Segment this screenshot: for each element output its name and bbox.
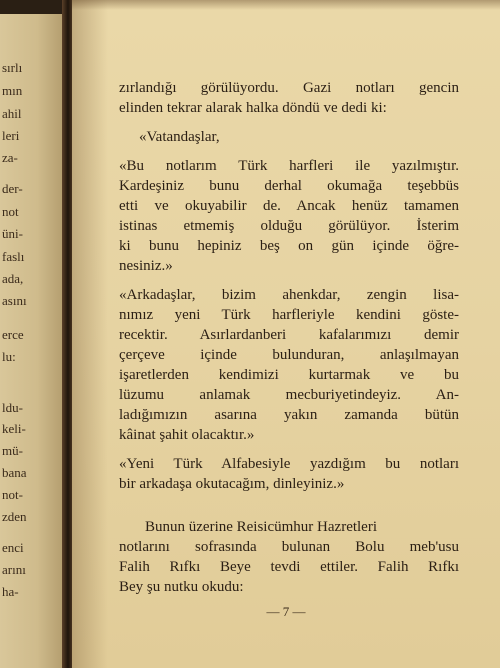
text-line: Bey şu nutku okudu: xyxy=(119,579,244,595)
text-line: «Bu notlarım Türk harfleri ile yazılmıştır. xyxy=(119,158,459,174)
left-page-fragment: erce xyxy=(2,327,24,342)
left-page-fragment: keli- xyxy=(2,421,26,436)
text-line: «Vatandaşlar, xyxy=(139,129,220,145)
text-line: etti ve okuyabilir de. Ancak henüz tamamen xyxy=(119,198,459,214)
page-body-text xyxy=(119,78,459,597)
paragraph xyxy=(119,537,459,597)
text-line: çerçeve içinde bulunduran, anlaşılmayan xyxy=(119,347,459,363)
text-line: lüzumu anlamak mecburiyetindeyiz. An- xyxy=(119,387,459,403)
text-line: «Arkadaşlar, bizim ahenkdar, zengin lisa- xyxy=(119,287,459,303)
paragraph xyxy=(119,285,459,445)
left-page-fragment: der- xyxy=(2,181,23,196)
left-page-fragment: üni- xyxy=(2,226,23,241)
left-page-fragment: zden xyxy=(2,509,27,524)
text-line: ladığımızın asarına yakın zamanda bütün xyxy=(119,407,459,423)
text-line: zırlandığı görülüyordu. Gazi notları gencin xyxy=(119,80,459,96)
paragraph xyxy=(119,78,459,118)
text-line: notlarını sofrasında bulunan Bolu meb'usu xyxy=(119,539,459,555)
text-line: Falih Rıfkı Beye tevdi ettiler. Falih Rıfkı xyxy=(119,559,459,575)
paragraph xyxy=(119,127,459,147)
text-line: istinas etmemiş olduğu görülüyor. İsterim xyxy=(119,218,459,234)
left-page-fragment: ha- xyxy=(2,584,19,599)
left-page-fragment: not xyxy=(2,204,19,219)
left-page-fragment: za- xyxy=(2,150,18,165)
left-page-fragment: lu: xyxy=(2,349,16,364)
text-line: recektir. Asırlardanberi kafalarımızı demir xyxy=(119,327,459,343)
paragraph xyxy=(119,454,459,494)
paragraph xyxy=(119,517,459,537)
text-line: kâinat şahit olacaktır.» xyxy=(119,427,255,443)
left-page-fragment: mın xyxy=(2,83,23,98)
left-page-fragment: ada, xyxy=(2,271,24,286)
left-page-fragment: not- xyxy=(2,487,23,502)
text-line: Kardeşiniz bunu derhal okumağa teşebbüs xyxy=(119,178,459,194)
left-page-fragment: arını xyxy=(2,562,26,577)
left-page-fragment: asını xyxy=(2,293,27,308)
text-line: nımız yeni Türk harfleriyle kendini göste- xyxy=(119,307,459,323)
text-line: bir arkadaşa okutacağım, dinleyiniz.» xyxy=(119,476,345,492)
left-page-fragment: bana xyxy=(2,465,27,480)
text-line: işaretlerden kendimizi kurtarmak ve bu xyxy=(119,367,459,383)
text-line: ki bunu hepiniz beş on gün içinde öğre- xyxy=(119,238,459,254)
right-page xyxy=(72,0,500,668)
left-page-fragment: mü- xyxy=(2,443,23,458)
left-page xyxy=(0,14,62,668)
left-page-fragment: leri xyxy=(2,128,20,143)
text-line: elinden tekrar alarak halka döndü ve dedi ki: xyxy=(119,100,387,116)
left-page-fragment: ldu- xyxy=(2,400,23,415)
left-page-fragment: ahil xyxy=(2,106,22,121)
left-page-fragment: sırlı xyxy=(2,60,23,75)
paragraph xyxy=(119,156,459,276)
text-line: Bunun üzerine Reisicümhur Hazretleri xyxy=(145,519,378,535)
text-line: «Yeni Türk Alfabesiyle yazdığım bu notları xyxy=(119,456,459,472)
left-page-fragment: enci xyxy=(2,540,24,555)
page-number: — 7 — xyxy=(266,604,306,619)
left-page-fragment: faslı xyxy=(2,249,25,264)
text-line: nesiniz.» xyxy=(119,258,173,274)
